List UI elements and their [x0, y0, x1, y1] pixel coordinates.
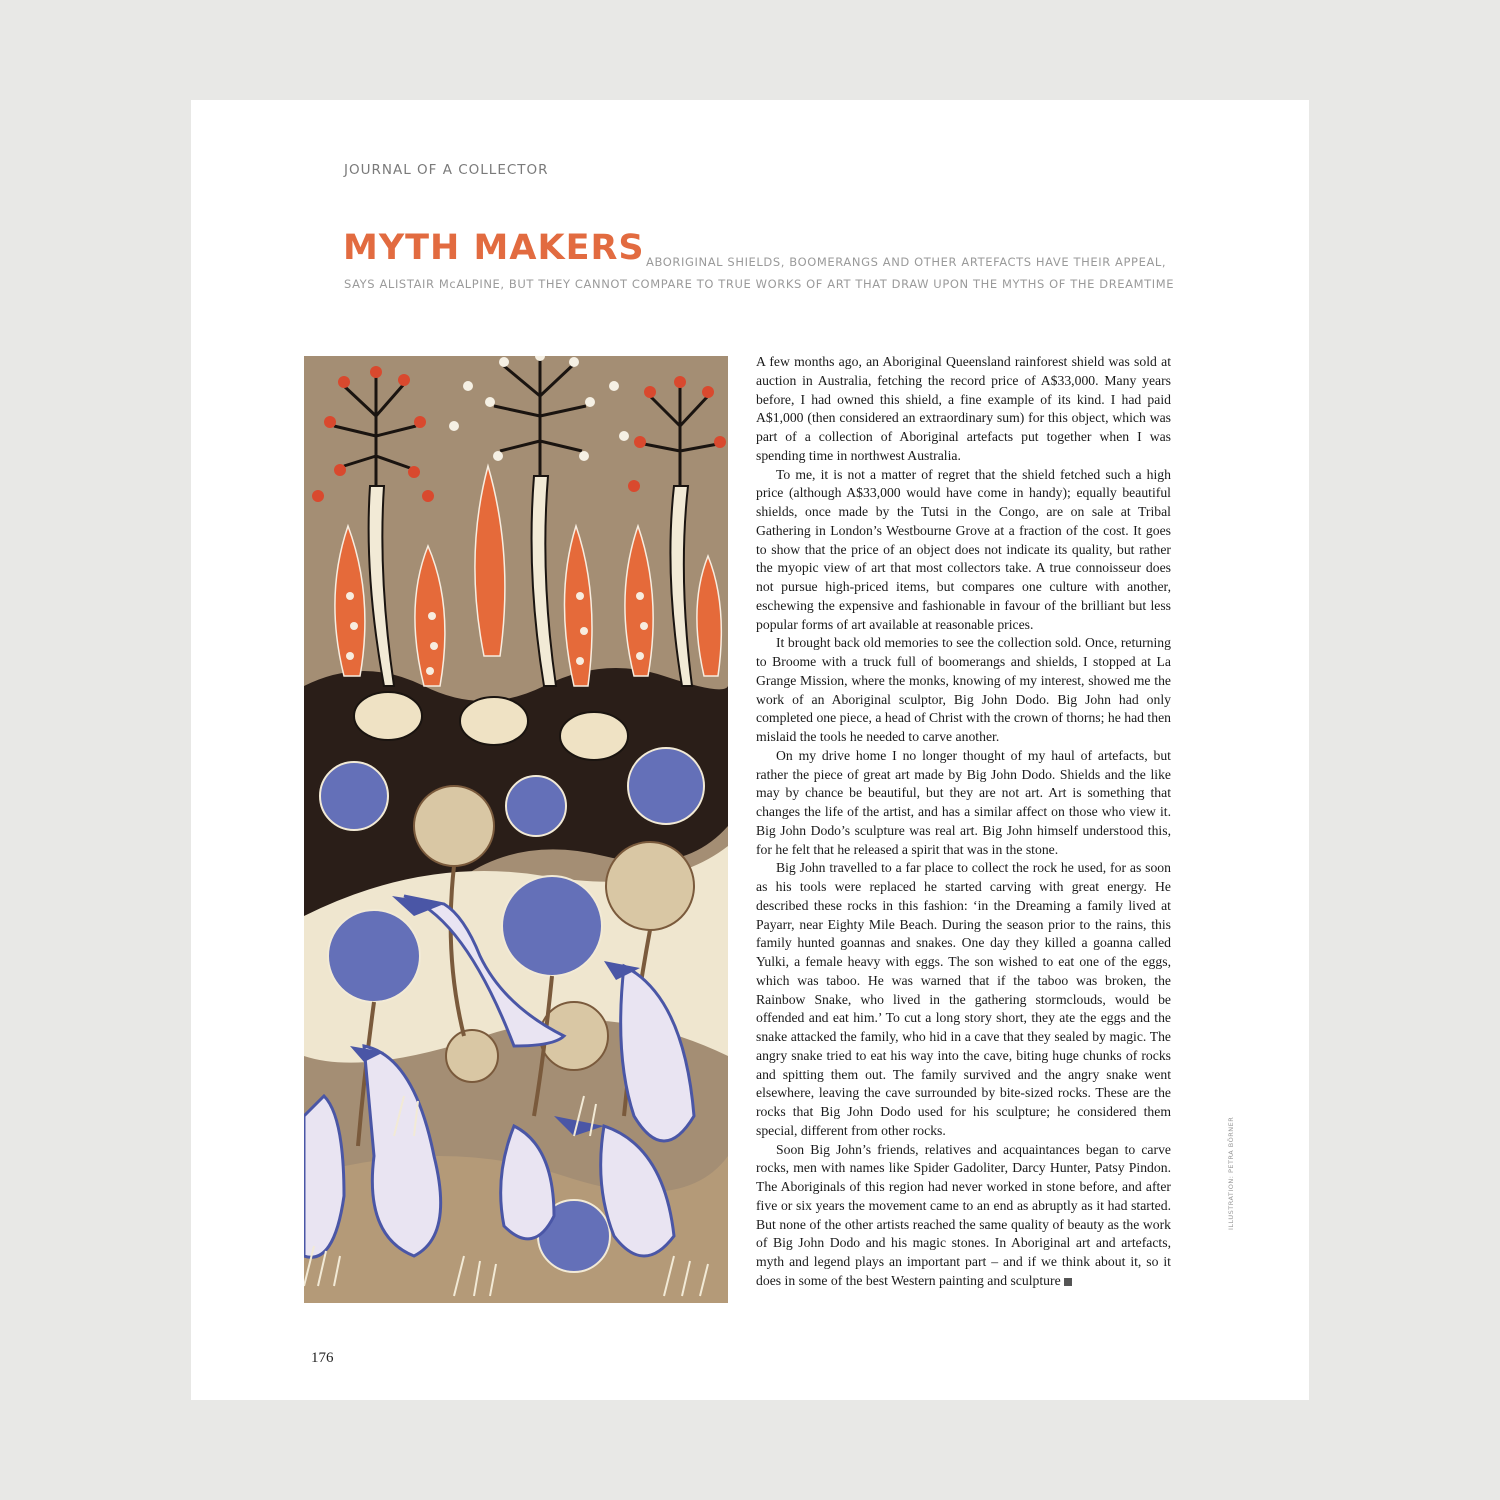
- paragraph-6-text: Soon Big John’s friends, relatives and acquaintances began to carve rocks, men with names like Spider Gadoliter, Darcy Hunter, Patsy Pindon. The Aboriginals of this region had never worked in stone before, and after five or six years the movement came to an end as abruptly as it had started. But none of the other artists reached the same quality of beauty as the work of Big John Dodo and his magic stones. In Aboriginal art and artefacts, myth and legend plays an important part – and if we think about it, so it does in some of the best Western painting and sculpture: [756, 1141, 1171, 1288]
- standfirst-line-1: ABORIGINAL SHIELDS, BOOMERANGS AND OTHER ARTEFACTS HAVE THEIR APPEAL,: [646, 255, 1167, 269]
- paragraph-3: It brought back old memories to see the collection sold. Once, returning to Broome with a truck full of boomerangs and shields, I stopped at La Grange Mission, where the monks, knowing of my interest, showed me the work of an Aboriginal sculptor, Big John Dodo. Big John had only completed one piece, a head of Christ with the crown of thorns; he had then mislaid the tools he needed to carve another.: [756, 635, 1171, 744]
- article-body: [756, 353, 1171, 1291]
- article-title: MYTH MAKERS: [343, 228, 645, 268]
- section-label: JOURNAL OF A COLLECTOR: [344, 162, 549, 178]
- standfirst-line-2: SAYS ALISTAIR McALPINE, BUT THEY CANNOT COMPARE TO TRUE WORKS OF ART THAT DRAW UPON THE MYTHS OF THE DREAMTIME: [344, 277, 1175, 291]
- paragraph-1: A few months ago, an Aboriginal Queensland rainforest shield was sold at auction in Australia, fetching the record price of A$33,000. Many years before, I had owned this shield, a fine example of its kind. I had paid A$1,000 (then considered an extraordinary sum) for this object, which was part of a collection of Aboriginal artefacts put together when I was spending time in northwest Australia.: [756, 354, 1171, 463]
- magazine-page: [191, 100, 1309, 1400]
- article-illustration: [304, 356, 728, 1303]
- paragraph-5: Big John travelled to a far place to collect the rock he used, for as soon as his tools were replaced he started carving with great energy. He described these rocks in this fashion: ‘in the Dreaming a family lived at Payarr, near Eighty Mile Beach. During the season prior to the rains, this family hunted goannas and snakes. One day they killed a goanna called Yulki, a female heavy with eggs. The son wished to eat one of the eggs, which was taboo. He was warned that if the taboo was broken, the Rainbow Snake, who lived in the gathering stormclouds, would be offended and eat him.’ To cut a long story short, they ate the eggs and the snake attacked the family, who hid in a cave that they sealed by magic. The angry snake tried to eat his way into the cave, biting huge chunks of rocks and spitting them out. The family survived and the angry snake went elsewhere, leaving the cave surrounded by bite-sized rocks. These are the rocks that Big John Dodo used for his sculpture; he considered them special, different from other rocks.: [756, 860, 1171, 1138]
- illustration-credit: ILLUSTRATION: PETRA BÖRNER: [1227, 1116, 1235, 1230]
- paragraph-2: To me, it is not a matter of regret that the shield fetched such a high price (although A$33,000 would have come in handy); equally beautiful shields, once made by the Tutsi in the Congo, are on sale at Tribal Gathering in London’s Westbourne Grove at a fraction of the cost. It goes to show that the price of an object does not indicate its quality, but rather the myopic view of art that most collectors take. A true connoisseur does not pursue high-priced items, but compares one culture with another, eschewing the expensive and fashionable in favour of the brilliant but less popular forms of art available at reasonable prices.: [756, 466, 1171, 632]
- paragraph-4: On my drive home I no longer thought of my haul of artefacts, but rather the piece of great art made by Big John Dodo. Shields and the like may by chance be beautiful, but they are not art. Art is something that changes the life of the artist, and has a similar affect on those who view it. Big John Dodo’s sculpture was real art. Big John himself understood this, for he felt that he released a spirit that was in the stone.: [756, 747, 1171, 857]
- page-number: 176: [311, 1350, 334, 1366]
- end-mark-icon: [1064, 1278, 1072, 1286]
- paragraph-6: [756, 1141, 1171, 1291]
